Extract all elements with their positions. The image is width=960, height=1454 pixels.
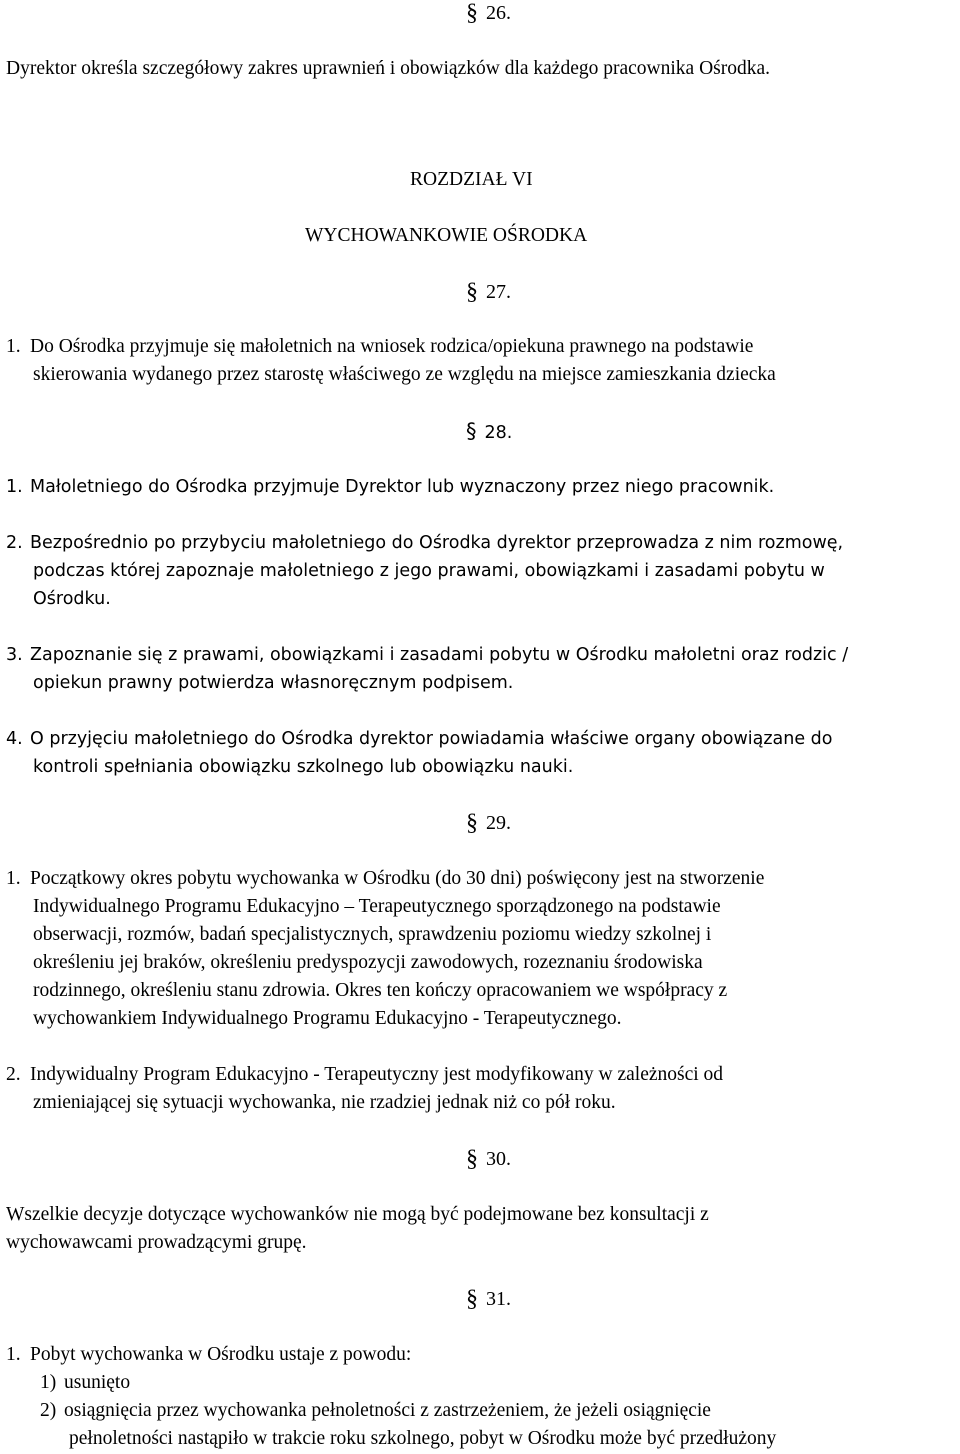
- paragraph-text: Indywidualny Program Edukacyjno - Terapeutyczny jest modyfikowany w zależności od: [30, 1064, 724, 1085]
- list-text: usunięto: [64, 1372, 131, 1393]
- paragraph-text: Do Ośrodka przyjmuje się małoletnich na wniosek rodzica/opiekuna prawnego na podstawie: [30, 336, 754, 357]
- s28-p2-line2: podczas której zapoznaje małoletniego z jego prawami, obowiązkami i zasadami pobytu w: [33, 561, 825, 581]
- s29-p2-line1: [6, 1062, 723, 1088]
- section-number: 29.: [486, 812, 511, 834]
- paragraph-text: Bezpośrednio po przybyciu małoletniego do Ośrodka dyrektor przeprowadza z nim rozmowę,: [30, 533, 844, 553]
- s29-p1-line5: rodzinnego, określeniu stanu zdrowia. Okres ten kończy opracowaniem we współpracy z: [33, 980, 728, 1001]
- s28-p1-line1: [6, 474, 774, 500]
- section-symbol: §: [466, 1146, 478, 1172]
- s28-p4-line2: kontroli spełniania obowiązku szkolnego lub obowiązku nauki.: [33, 757, 574, 777]
- paragraph-number: 4.: [6, 729, 23, 749]
- s31-p1-line1: [6, 1342, 411, 1368]
- paragraph-text: Początkowy okres pobytu wychowanka w Ośrodku (do 30 dni) poświęcony jest na stworzenie: [30, 868, 765, 889]
- section-heading-30: [466, 1146, 511, 1172]
- section-number: 30.: [486, 1148, 511, 1170]
- paragraph-number: 2.: [6, 1064, 21, 1085]
- s27-p1-line1: [6, 334, 753, 360]
- paragraph-number: 1.: [6, 868, 21, 889]
- section-heading-31: [466, 1286, 511, 1312]
- s31-item2-line1: [40, 1398, 711, 1424]
- paragraph-number: 3.: [6, 645, 23, 665]
- list-text: osiągnięcia przez wychowanka pełnoletności z zastrzeżeniem, że jeżeli osiągnięcie: [64, 1400, 711, 1421]
- s27-p1-line2: skierowania wydanego przez starostę właściwego ze względu na miejsce zamieszkania dziecka: [33, 364, 776, 385]
- chapter-title: ROZDZIAŁ VI: [410, 169, 533, 190]
- list-number: 2): [40, 1400, 57, 1421]
- section-number: 27.: [486, 281, 511, 303]
- paragraph-s26: Dyrektor określa szczegółowy zakres uprawnień i obowiązków dla każdego pracownika Ośrodka.: [6, 58, 771, 79]
- s28-p2-line1: [6, 530, 843, 556]
- s30-line2: wychowawcami prowadzącymi grupę.: [6, 1232, 307, 1253]
- paragraph-number: 1.: [6, 477, 23, 497]
- paragraph-number: 2.: [6, 533, 23, 553]
- section-symbol: §: [466, 0, 478, 26]
- section-symbol: §: [466, 419, 477, 443]
- section-heading-28: [466, 418, 512, 446]
- section-symbol: §: [466, 1286, 478, 1312]
- paragraph-text: O przyjęciu małoletniego do Ośrodka dyrektor powiadamia właściwe organy obowiązane do: [30, 729, 833, 749]
- s29-p1-line3: obserwacji, rozmów, badań specjalistycznych, sprawdzeniu poziomu wiedzy szkolnej i: [33, 924, 712, 945]
- s29-p2-line2: zmieniającej się sytuacji wychowanka, nie rzadziej jednak niż co pół roku.: [33, 1092, 616, 1113]
- section-heading-27: [466, 279, 511, 305]
- paragraph-number: 1.: [6, 1344, 21, 1365]
- s28-p3-line2: opiekun prawny potwierdza własnoręcznym podpisem.: [33, 673, 514, 693]
- section-heading-26: [466, 0, 511, 26]
- section-heading-29: [466, 810, 511, 836]
- section-symbol: §: [466, 810, 478, 836]
- s29-p1-line1: [6, 866, 764, 892]
- s28-p3-line1: [6, 642, 848, 668]
- section-number: 31.: [486, 1288, 511, 1310]
- s31-item2-line2: pełnoletności nastąpiło w trakcie roku szkolnego, pobyt w Ośrodku może być przedłużony: [69, 1428, 777, 1449]
- chapter-subtitle: WYCHOWANKOWIE OŚRODKA: [305, 225, 588, 246]
- s28-p4-line1: [6, 726, 833, 752]
- s28-p2-line3: Ośrodku.: [33, 589, 111, 609]
- paragraph-text: Zapoznanie się z prawami, obowiązkami i zasadami pobytu w Ośrodku małoletni oraz rodzic /: [30, 645, 849, 665]
- section-number: 28.: [484, 423, 513, 443]
- s30-line1: Wszelkie decyzje dotyczące wychowanków nie mogą być podejmowane bez konsultacji z: [6, 1204, 709, 1225]
- s29-p1-line2: Indywidualnego Programu Edukacyjno – Terapeutycznego sporządzonego na podstawie: [33, 896, 721, 917]
- paragraph-text: Pobyt wychowanka w Ośrodku ustaje z powodu:: [30, 1344, 412, 1365]
- paragraph-text: Małoletniego do Ośrodka przyjmuje Dyrektor lub wyznaczony przez niego pracownik.: [30, 477, 775, 497]
- s31-item1: [40, 1370, 130, 1396]
- section-number: 26.: [486, 2, 511, 24]
- paragraph-number: 1.: [6, 336, 21, 357]
- s29-p1-line4: określeniu jej braków, określeniu predyspozycji zawodowych, rozeznaniu środowiska: [33, 952, 703, 973]
- s29-p1-line6: wychowankiem Indywidualnego Programu Edukacyjno - Terapeutycznego.: [33, 1008, 622, 1029]
- list-number: 1): [40, 1372, 57, 1393]
- section-symbol: §: [466, 279, 478, 305]
